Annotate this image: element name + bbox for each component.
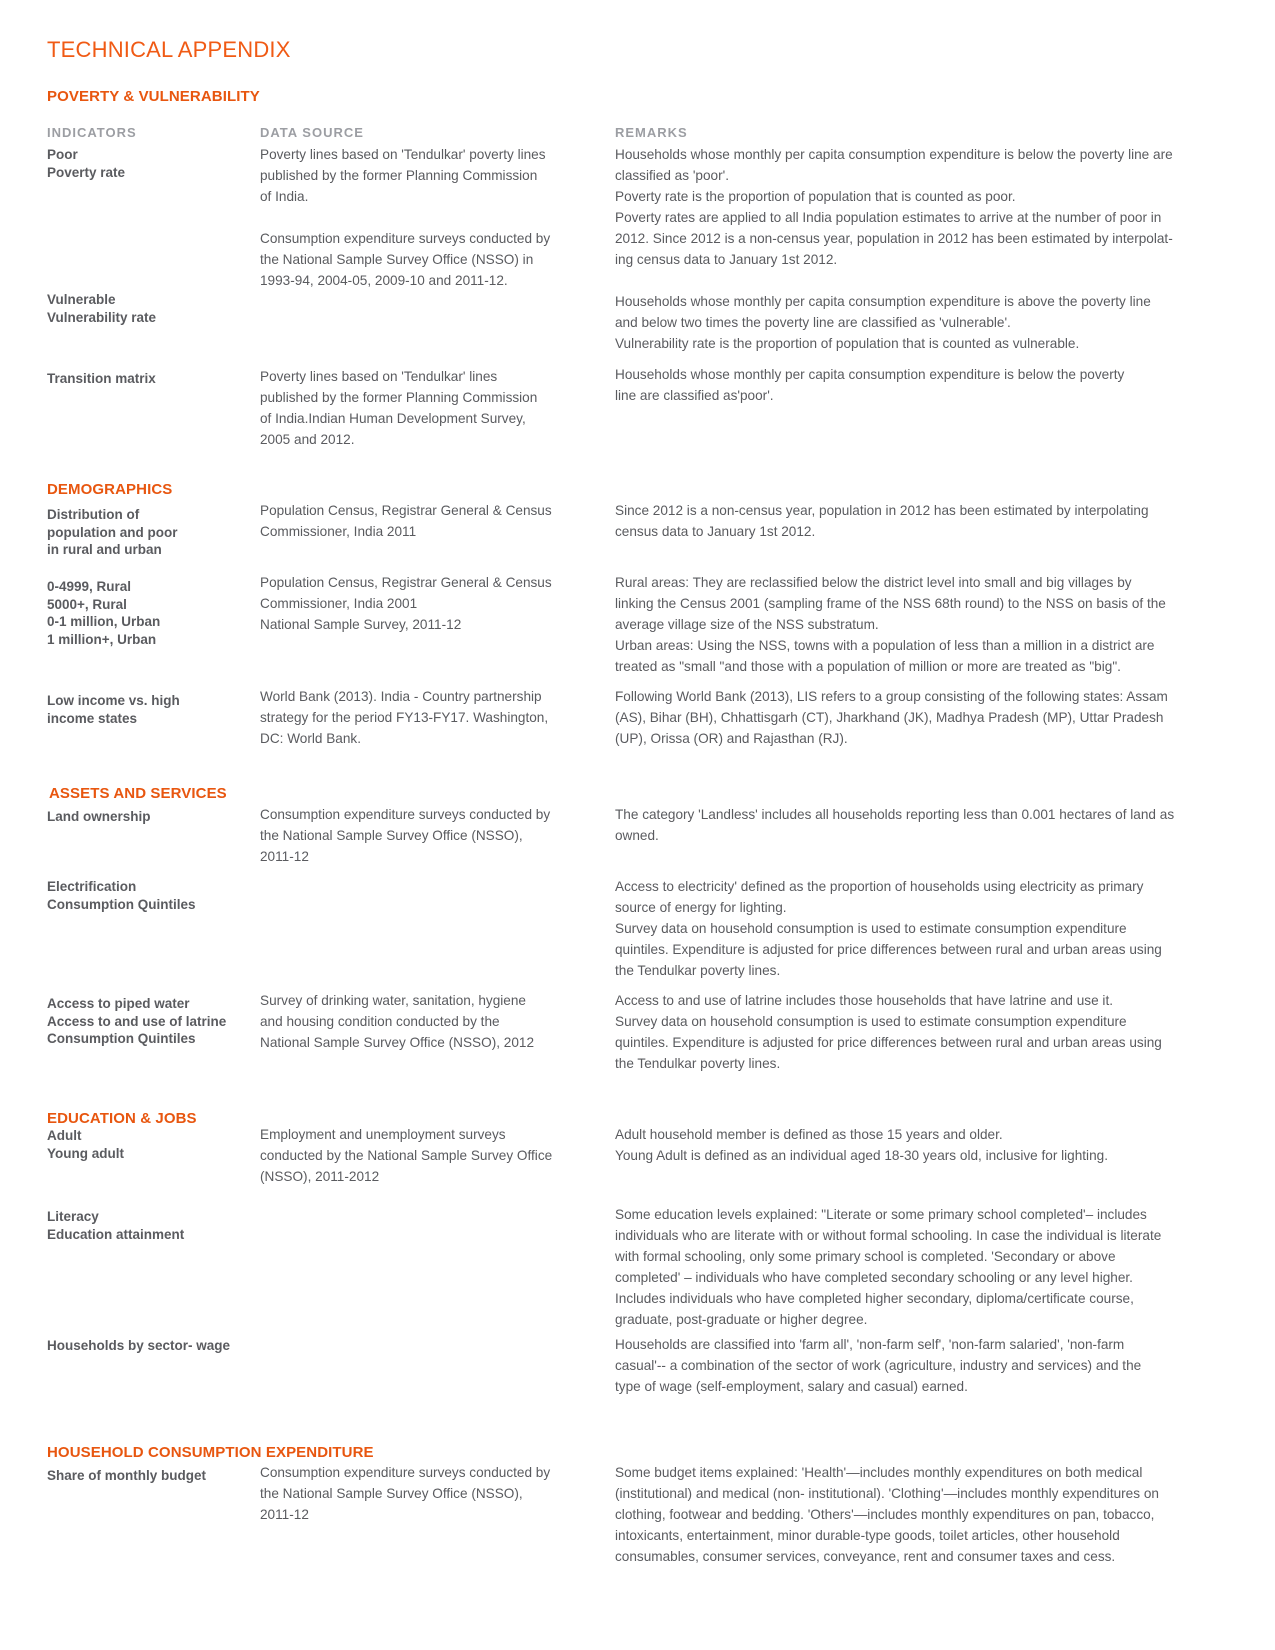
section-heading-poverty: POVERTY & VULNERABILITY [47,88,260,105]
data-source-cell-line: strategy for the period FY13-FY17. Washington, [260,710,549,725]
remarks-cell-line: clothing, footwear and bedding. 'Others'—includes monthly expenditures on pan, tobacco, [615,1507,1155,1522]
column-header-indicators: INDICATORS [47,125,137,140]
indicator-cell-line: Electrification [47,879,137,894]
indicator-cell-line: Transition matrix [47,371,156,386]
remarks-cell-line: Poverty rate is the proportion of population that is counted as poor. [615,189,1016,204]
indicator-cell [47,146,247,181]
data-source-cell-line: Survey of drinking water, sanitation, hygiene [260,993,526,1008]
indicator-cell-line: Vulnerability rate [47,309,157,325]
indicator-cell-line: Distribution of [47,507,140,522]
data-source-cell-line: published by the former Planning Commission [260,168,538,183]
data-source-cell [260,804,590,867]
indicator-cell-line: Consumption Quintiles [47,1031,196,1046]
remarks-cell [615,686,1235,749]
indicator-cell-line: Access to piped water [47,996,190,1011]
section-heading-demographics: DEMOGRAPHICS [47,481,173,498]
remarks-cell-line: Adult household member is defined as those 15 years and older. [615,1127,1003,1142]
remarks-cell-line: classified as 'poor'. [615,168,729,183]
indicator-cell [47,370,247,388]
data-source-cell-line: National Sample Survey Office (NSSO), 2012 [260,1035,535,1050]
remarks-cell-line: 2012. Since 2012 is a non-census year, population in 2012 has been estimated by interpolat- [615,231,1173,246]
remarks-cell-line: line are classified as'poor'. [615,388,774,403]
data-source-cell-line: Poverty lines based on 'Tendulkar' lines [260,369,498,384]
indicator-cell-line: Households by sector- wage [47,1338,231,1353]
data-source-cell-line: 2011-12 [260,1507,309,1522]
remarks-cell-line: Poverty rates are applied to all India population estimates to arrive at the number of poor in [615,210,1162,225]
data-source-cell-line: Consumption expenditure surveys conducted by [260,807,551,822]
data-source-cell-line: and housing condition conducted by the [260,1014,500,1029]
remarks-cell-line: with formal schooling, only some primary school is completed. 'Secondary or above [615,1249,1116,1264]
indicator-cell [47,1127,247,1162]
indicator-cell-line: Poverty rate [47,164,126,180]
indicator-cell-line: Vulnerable [47,292,116,307]
remarks-cell-line: Includes individuals who have completed higher secondary, diploma/certificate course, [615,1291,1134,1306]
remarks-cell [615,1462,1235,1567]
remarks-cell-line: Households are classified into 'farm all', 'non-farm self', 'non-farm salaried', 'non-farm [615,1337,1125,1352]
indicator-cell-line: Adult [47,1128,82,1143]
indicator-cell [47,995,247,1048]
data-source-cell [260,366,590,450]
indicator-cell-line: population and poor [47,524,178,540]
remarks-cell-line: the Tendulkar poverty lines. [615,1056,781,1071]
data-source-cell-line: the National Sample Survey Office (NSSO) in [260,252,534,267]
remarks-cell [615,144,1235,270]
remarks-cell-line: consumables, consumer services, conveyance, rent and consumer taxes and cess. [615,1549,1116,1564]
indicator-cell [47,291,247,326]
indicator-cell-line: income states [47,710,138,726]
data-source-cell-line: 2005 and 2012. [260,432,355,447]
remarks-cell-line: Survey data on household consumption is used to estimate consumption expenditure [615,1014,1127,1029]
indicator-cell-line: Poor [47,147,78,162]
remarks-cell [615,876,1235,981]
remarks-cell-line: casual'-- a combination of the sector of work (agriculture, industry and services) and the [615,1358,1142,1373]
remarks-cell-line: Households whose monthly per capita consumption expenditure is above the poverty line [615,294,1151,309]
indicator-cell-line: Access to and use of latrine [47,1013,227,1029]
remarks-cell-line: source of energy for lighting. [615,900,787,915]
remarks-cell-line: Vulnerability rate is the proportion of population that is counted as vulnerable. [615,336,1080,351]
data-source-cell-line: Consumption expenditure surveys conducted by [260,231,551,246]
remarks-cell-line: quintiles. Expenditure is adjusted for price differences between rural and urban areas using [615,1035,1162,1050]
indicator-cell-line: Literacy [47,1209,99,1224]
indicator-cell-line: Land ownership [47,809,151,824]
section-heading-consumption: HOUSEHOLD CONSUMPTION EXPENDITURE [47,1444,374,1461]
data-source-cell-line: of India.Indian Human Development Survey, [260,411,526,426]
remarks-cell [615,1124,1235,1166]
data-source-cell-line: Commissioner, India 2001 [260,596,418,611]
remarks-cell [615,804,1235,846]
indicator-cell [47,578,247,648]
data-source-cell-line: the National Sample Survey Office (NSSO), [260,828,523,843]
remarks-cell-line: intoxicants, entertainment, minor durable-type goods, toilet articles, other household [615,1528,1120,1543]
column-header-data-source: DATA SOURCE [260,125,364,140]
remarks-cell-line: (UP), Orissa (OR) and Rajasthan (RJ). [615,731,848,746]
remarks-cell [615,1334,1235,1397]
section-heading-education: EDUCATION & JOBS [47,1110,197,1127]
remarks-cell-line: Rural areas: They are reclassified below the district level into small and big villages by [615,575,1132,590]
remarks-cell [615,500,1235,542]
remarks-cell-line: linking the Census 2001 (sampling frame of the NSS 68th round) to the NSS on basis of the [615,596,1166,611]
indicator-cell-line: Young adult [47,1145,124,1161]
indicator-cell-line: 1 million+, Urban [47,631,157,647]
data-source-cell-line: Consumption expenditure surveys conducted by [260,1465,551,1480]
data-source-cell-line: National Sample Survey, 2011-12 [260,617,462,632]
remarks-cell-line: individuals who are literate with or without formal schooling. In case the individual is literate [615,1228,1162,1243]
remarks-cell [615,572,1235,677]
data-source-cell-line: Population Census, Registrar General & Census [260,503,552,518]
remarks-cell-line: Survey data on household consumption is used to estimate consumption expenditure [615,921,1127,936]
remarks-cell-line: (AS), Bihar (BH), Chhattisgarh (CT), Jharkhand (JK), Madhya Pradesh (MP), Uttar Pradesh [615,710,1164,725]
indicator-cell [47,506,247,559]
remarks-cell-line: owned. [615,828,659,843]
remarks-cell-line: ing census data to January 1st 2012. [615,252,838,267]
remarks-cell-line: (institutional) and medical (non- institutional). 'Clothing'—includes monthly expenditures on [615,1486,1159,1501]
remarks-cell [615,291,1235,354]
remarks-cell [615,1204,1235,1330]
data-source-cell-line: published by the former Planning Commission [260,390,538,405]
indicator-cell-line: in rural and urban [47,542,162,557]
remarks-cell [615,364,1235,406]
page-title: TECHNICAL APPENDIX [47,37,291,62]
data-source-cell-line [260,207,590,228]
data-source-cell [260,990,590,1053]
column-header-remarks: REMARKS [615,125,688,140]
data-source-cell [260,144,590,291]
indicator-cell-line: 0-1 million, Urban [47,614,161,629]
data-source-cell-line: World Bank (2013). India - Country partnership [260,689,542,704]
data-source-cell-line: 2011-12 [260,849,309,864]
data-source-cell [260,500,590,542]
remarks-cell-line: Urban areas: Using the NSS, towns with a population of less than a million in a district are [615,638,1155,653]
remarks-cell-line: census data to January 1st 2012. [615,524,816,539]
remarks-cell-line: Some education levels explained: "Literate or some primary school completed'– includes [615,1207,1147,1222]
data-source-cell-line: the National Sample Survey Office (NSSO), [260,1486,523,1501]
remarks-cell-line: Households whose monthly per capita consumption expenditure is below the poverty line are [615,147,1173,162]
data-source-cell-line: Population Census, Registrar General & Census [260,575,552,590]
data-source-cell [260,686,590,749]
remarks-cell-line: The category 'Landless' includes all households reporting less than 0.001 hectares of land as [615,807,1175,822]
indicator-cell-line: Low income vs. high [47,693,180,708]
indicator-cell [47,1208,247,1243]
indicator-cell-line: Share of monthly budget [47,1468,207,1483]
data-source-cell [260,572,590,635]
data-source-cell-line: Employment and unemployment surveys [260,1127,506,1142]
remarks-cell-line: Following World Bank (2013), LIS refers to a group consisting of the following states: Assam [615,689,1168,704]
remarks-cell-line: quintiles. Expenditure is adjusted for price differences between rural and urban areas using [615,942,1162,957]
indicator-cell-line: 0-4999, Rural [47,579,132,594]
remarks-cell-line: Young Adult is defined as an individual aged 18-30 years old, inclusive for lighting. [615,1148,1108,1163]
remarks-cell-line: Access to electricity' defined as the proportion of households using electricity as primary [615,879,1144,894]
remarks-cell-line: Households whose monthly per capita consumption expenditure is below the poverty [615,367,1125,382]
indicator-cell [47,808,247,826]
remarks-cell-line: Access to and use of latrine includes those households that have latrine and use it. [615,993,1113,1008]
remarks-cell [615,990,1235,1074]
data-source-cell [260,1124,590,1187]
remarks-cell-line: Since 2012 is a non-census year, population in 2012 has been estimated by interpolating [615,503,1149,518]
data-source-cell [260,1462,590,1525]
remarks-cell-line: average village size of the NSS substratum. [615,617,879,632]
indicator-cell-line: Consumption Quintiles [47,896,196,912]
data-source-cell-line: conducted by the National Sample Survey Office [260,1148,553,1163]
indicator-cell [47,1467,247,1485]
remarks-cell-line: treated as "small "and those with a population of million or more are treated as "big". [615,659,1121,674]
data-source-cell-line: (NSSO), 2011-2012 [260,1169,380,1184]
data-source-cell-line: of India. [260,189,309,204]
data-source-cell-line: Commissioner, India 2011 [260,524,417,539]
data-source-cell-line: Poverty lines based on 'Tendulkar' poverty lines [260,147,546,162]
data-source-cell-line: DC: World Bank. [260,731,361,746]
indicator-cell [47,692,247,727]
remarks-cell-line: type of wage (self-employment, salary and casual) earned. [615,1379,968,1394]
indicator-cell-line: 5000+, Rural [47,596,127,612]
indicator-cell [47,1337,247,1355]
indicator-cell-line: Education attainment [47,1226,185,1242]
section-heading-assets: ASSETS AND SERVICES [49,785,227,802]
data-source-cell-line: 1993-94, 2004-05, 2009-10 and 2011-12. [260,273,508,288]
remarks-cell-line: the Tendulkar poverty lines. [615,963,781,978]
remarks-cell-line: and below two times the poverty line are classified as 'vulnerable'. [615,315,1011,330]
remarks-cell-line: graduate, post-graduate or higher degree. [615,1312,868,1327]
remarks-cell-line: completed' – individuals who have completed secondary schooling or any level higher. [615,1270,1133,1285]
indicator-cell [47,878,247,913]
remarks-cell-line: Some budget items explained: 'Health'—includes monthly expenditures on both medical [615,1465,1143,1480]
